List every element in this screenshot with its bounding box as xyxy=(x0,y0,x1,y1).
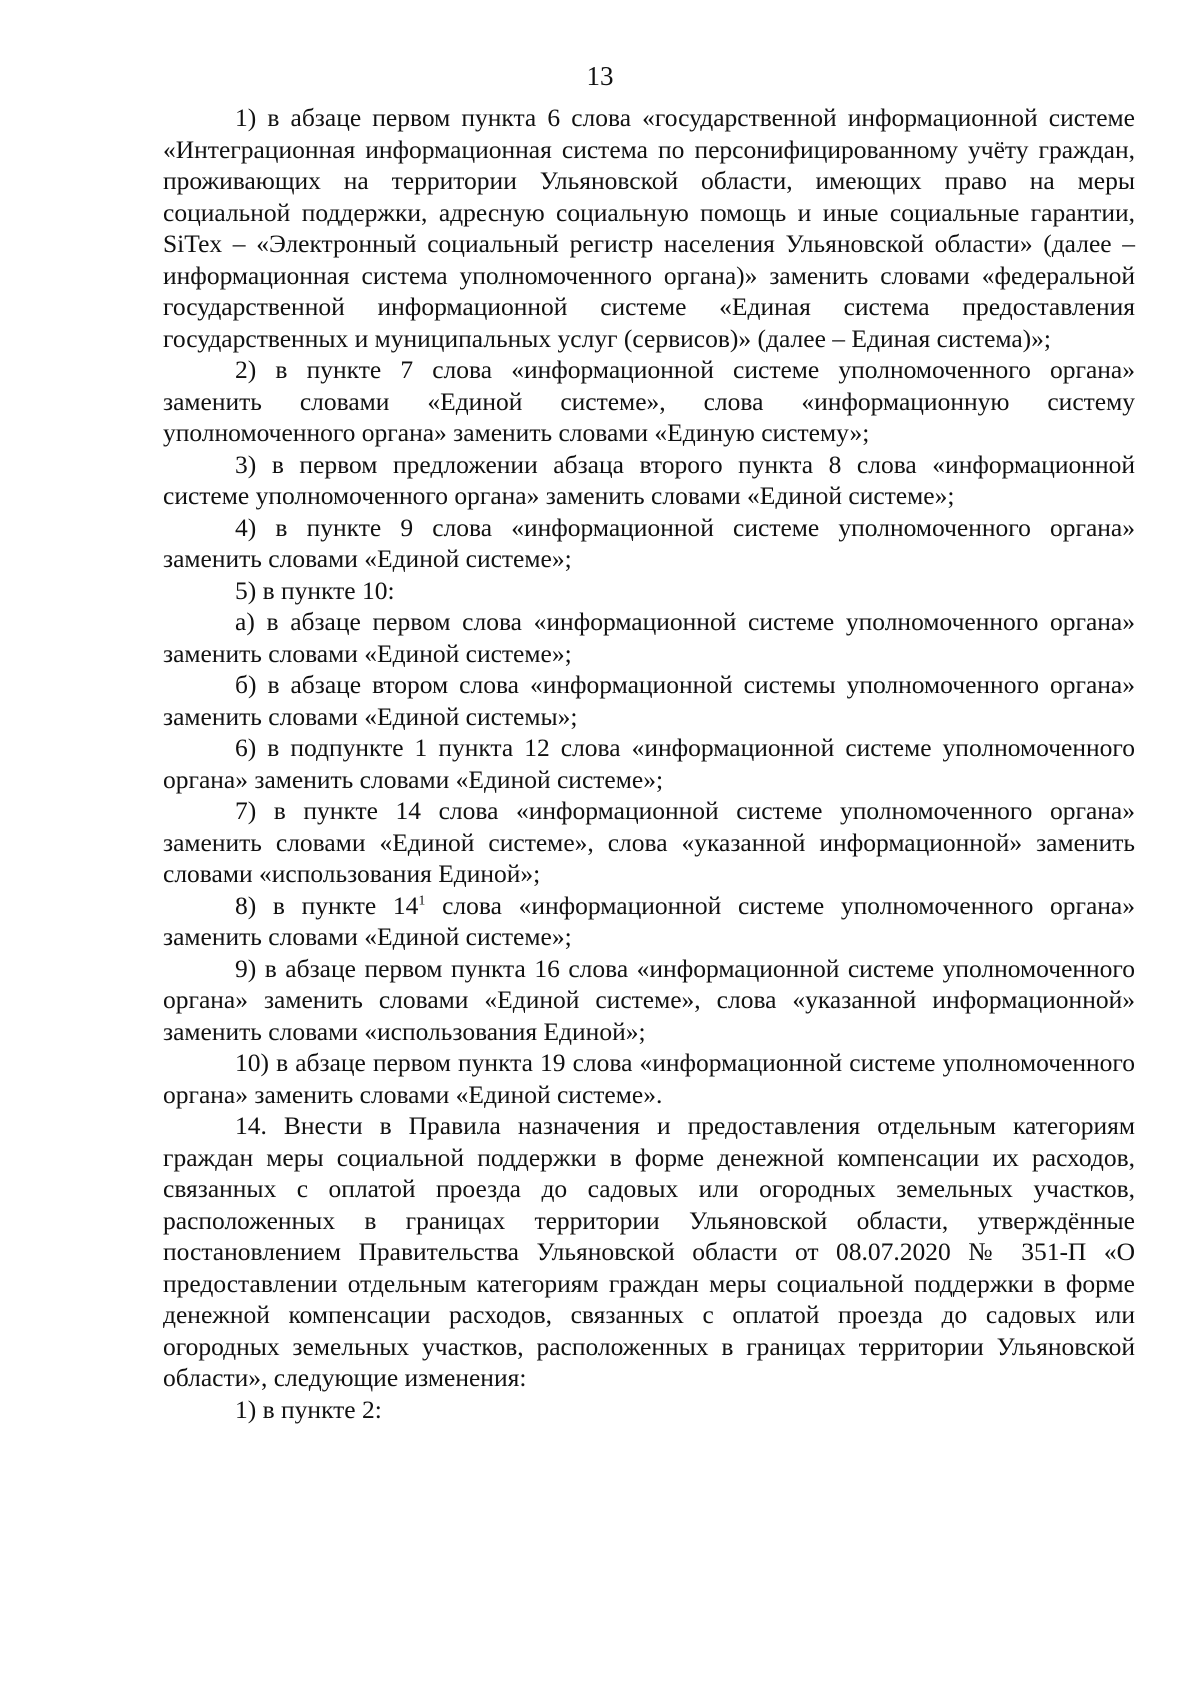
document-body xyxy=(163,102,1135,1425)
paragraph-item-10: 10) в абзаце первом пункта 19 слова «информационной системе уполномоченного органа» заменить словами «Единой системе». xyxy=(163,1048,1135,1109)
paragraph-item-8 xyxy=(163,890,1135,953)
paragraph-item-9: 9) в абзаце первом пункта 16 слова «информационной системе уполномоченного органа» заменить словами «Единой системе», слова «указанной информационной» заменить словами «использования Единой»; xyxy=(163,953,1135,1046)
paragraph-item-7: 7) в пункте 14 слова «информационной системе уполномоченного органа» заменить словами «Единой системе», слова «указанной информационной» заменить словами «использования Единой»; xyxy=(163,796,1135,888)
paragraph-item-4: 4) в пункте 9 слова «информационной системе уполномоченного органа» заменить словами «Единой системе»; xyxy=(163,512,1135,573)
paragraph-item-6: 6) в подпункте 1 пункта 12 слова «информационной системе уполномоченного органа» заменить словами «Единой системе»; xyxy=(163,733,1135,794)
paragraph-item-5: 5) в пункте 10: xyxy=(235,575,395,605)
paragraph-item-8-start: 8) в пункте 14 xyxy=(235,890,419,920)
paragraph-item-2: 2) в пункте 7 слова «информационной системе уполномоченного органа» заменить словами «Единой системе», слова «информационную систему уполномоченного органа» заменить словами «Единую систему»; xyxy=(163,355,1135,447)
paragraph-item-8-end: слова «информационной системе уполномоченного органа» заменить словами «Единой системе»; xyxy=(163,890,1136,951)
paragraph-item-5b: б) в абзаце втором слова «информационной системы уполномоченного органа» заменить словами «Единой системы»; xyxy=(163,670,1135,731)
page-number: 13 xyxy=(586,61,614,91)
paragraph-item-1: 1) в абзаце первом пункта 6 слова «государственной информационной системе «Интеграционная информационная система по персонифицированному учёту граждан, проживающих на территории Ульяновской области, имеющих право на меры социальной поддержки, адресную социальную помощь и иные социальные гарантии, SiTex – «Электронный социальный регистр населения Ульяновской области» (далее – информационная система уполномоченного органа)» заменить словами «федеральной государственной информационной системе «Единая система предоставления государственных и муниципальных услуг (сервисов)» (далее – Единая система)»; xyxy=(163,103,1135,353)
paragraph-item-5a: а) в абзаце первом слова «информационной системе уполномоченного органа» заменить словами «Единой системе»; xyxy=(163,607,1135,668)
paragraph-item-3: 3) в первом предложении абзаца второго пункта 8 слова «информационной системе уполномоченного органа» заменить словами «Единой системе»; xyxy=(163,449,1135,510)
superscript-index: 1 xyxy=(418,893,426,908)
paragraph-section-14: 14. Внести в Правила назначения и предоставления отдельным категориям граждан меры социальной поддержки в форме денежной компенсации их расходов, связанных с оплатой проезда до садовых или огородных земельных участков, расположенных в границах территории Ульяновской области, утверждённые постановлением Правительства Ульяновской области от 08.07.2020 № 351-П «О предоставлении отдельным категориям граждан меры социальной поддержки в форме денежной компенсации расходов, связанных с оплатой проезда до садовых или огородных земельных участков, расположенных в границах территории Ульяновской области», следующие изменения: xyxy=(163,1111,1135,1392)
paragraph-section-14-item-1: 1) в пункте 2: xyxy=(235,1394,382,1424)
